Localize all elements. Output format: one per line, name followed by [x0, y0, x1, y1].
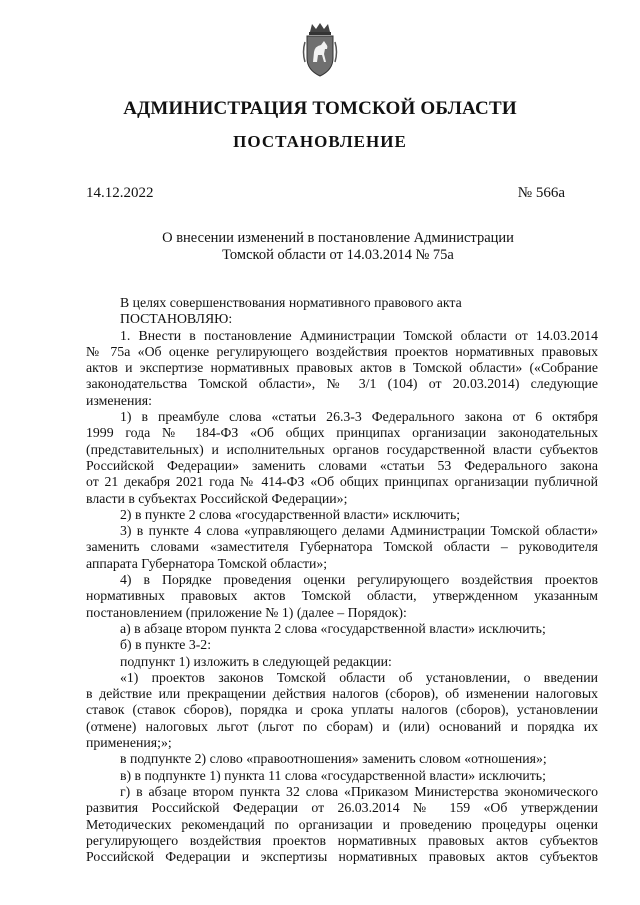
body-line: развития Российской Федерации от 26.03.2014 № 159 «Об утверждении	[86, 800, 598, 816]
body-line: законодательства Томской области», № 3/1 (104) от 20.03.2014) следующие	[86, 376, 598, 392]
tomsk-coat-of-arms-icon	[302, 22, 338, 80]
body-line: а) в абзаце втором пункта 2 слова «государственной власти» исключить;	[120, 620, 546, 636]
organization-title: АДМИНИСТРАЦИЯ ТОМСКОЙ ОБЛАСТИ	[123, 98, 517, 119]
body-line: Российской Федерации» заменить словами «статьи 53 Федерального закона	[86, 457, 598, 473]
body-line: «1) проектов законов Томской области об установлении, о введении	[120, 669, 598, 685]
document-number: № 566а	[517, 185, 565, 201]
body-line: 2) в пункте 2 слова «государственной власти» исключить;	[120, 506, 461, 522]
body-line: № 75а «Об оценке регулирующего воздействия проектов нормативных правовых	[86, 343, 598, 359]
body-line: заменить словами «заместителя Губернатора Томской области – руководителя	[86, 539, 598, 555]
subject-line: Томской области от 14.03.2014 № 75а	[222, 247, 454, 263]
body-line: власти в субъектах Российской Федерации»;	[86, 490, 348, 506]
document-date: 14.12.2022	[86, 185, 154, 201]
body-line: (представительных) и исполнительных органов государственной власти субъектов	[86, 441, 598, 457]
body-line: актов и экспертизе нормативных правовых актов в Томской области» («Собрание	[86, 360, 598, 376]
document-body	[86, 295, 598, 865]
body-line: 4) в Порядке проведения оценки регулирующего воздействия проектов	[120, 572, 598, 588]
body-line: 3) в пункте 4 слова «управляющего делами Администрации Томской области»	[120, 523, 598, 539]
body-line: (отмене) налоговых льгот (льгот по сборам) и (или) оснований и порядка их	[86, 718, 598, 734]
body-line: Методических рекомендаций по организации и проведению процедуры оценки	[86, 816, 598, 832]
body-line: подпункт 1) изложить в следующей редакции:	[120, 653, 392, 669]
document-subject	[0, 230, 640, 264]
body-line: б) в пункте 3-2:	[120, 637, 212, 653]
body-line: В целях совершенствования нормативного правового акта	[120, 295, 462, 310]
body-line: ставок (ставок сборов), порядка и срока уплаты налогов (сборов), установлении	[86, 702, 598, 718]
body-line: в подпункте 2) слово «правоотношения» заменить словом «отношения»;	[120, 751, 547, 767]
body-line: 1. Внести в постановление Администрации Томской области от 14.03.2014	[120, 327, 598, 343]
body-line: г) в абзаце втором пункта 32 слова «Приказом Министерства экономического	[120, 783, 598, 799]
body-line: 1) в преамбуле слова «статьи 26.3-3 Федерального закона от 6 октября	[120, 409, 598, 425]
body-line: нормативных правовых актов Томской области, утвержденном указанным	[86, 588, 598, 604]
body-line: постановлением (приложение № 1) (далее – Порядок):	[86, 604, 407, 620]
body-line: применения;»;	[86, 735, 172, 751]
body-line: от 21 декабря 2021 года № 414-ФЗ «Об общих принципах организации публичной	[86, 474, 598, 490]
body-line: 1999 года № 184-ФЗ «Об общих принципах организации законодательных	[86, 425, 598, 441]
body-line: Российской Федерации и экспертизы нормативных правовых актов субъектов	[86, 849, 598, 865]
document-type: ПОСТАНОВЛЕНИЕ	[233, 132, 407, 151]
body-line: регулирующего воздействия проектов нормативных правовых актов субъектов	[86, 832, 598, 848]
subject-line: О внесении изменений в постановление Администрации	[162, 230, 514, 246]
body-line: в действие или прекращении действия налогов (сборов), об изменении налоговых	[86, 686, 598, 702]
body-line: ПОСТАНОВЛЯЮ:	[120, 311, 233, 327]
body-line: аппарата Губернатора Томской области»;	[86, 555, 328, 571]
body-line: изменения:	[86, 392, 152, 408]
body-line: в) в подпункте 1) пункта 11 слова «государственной власти» исключить;	[120, 767, 546, 783]
